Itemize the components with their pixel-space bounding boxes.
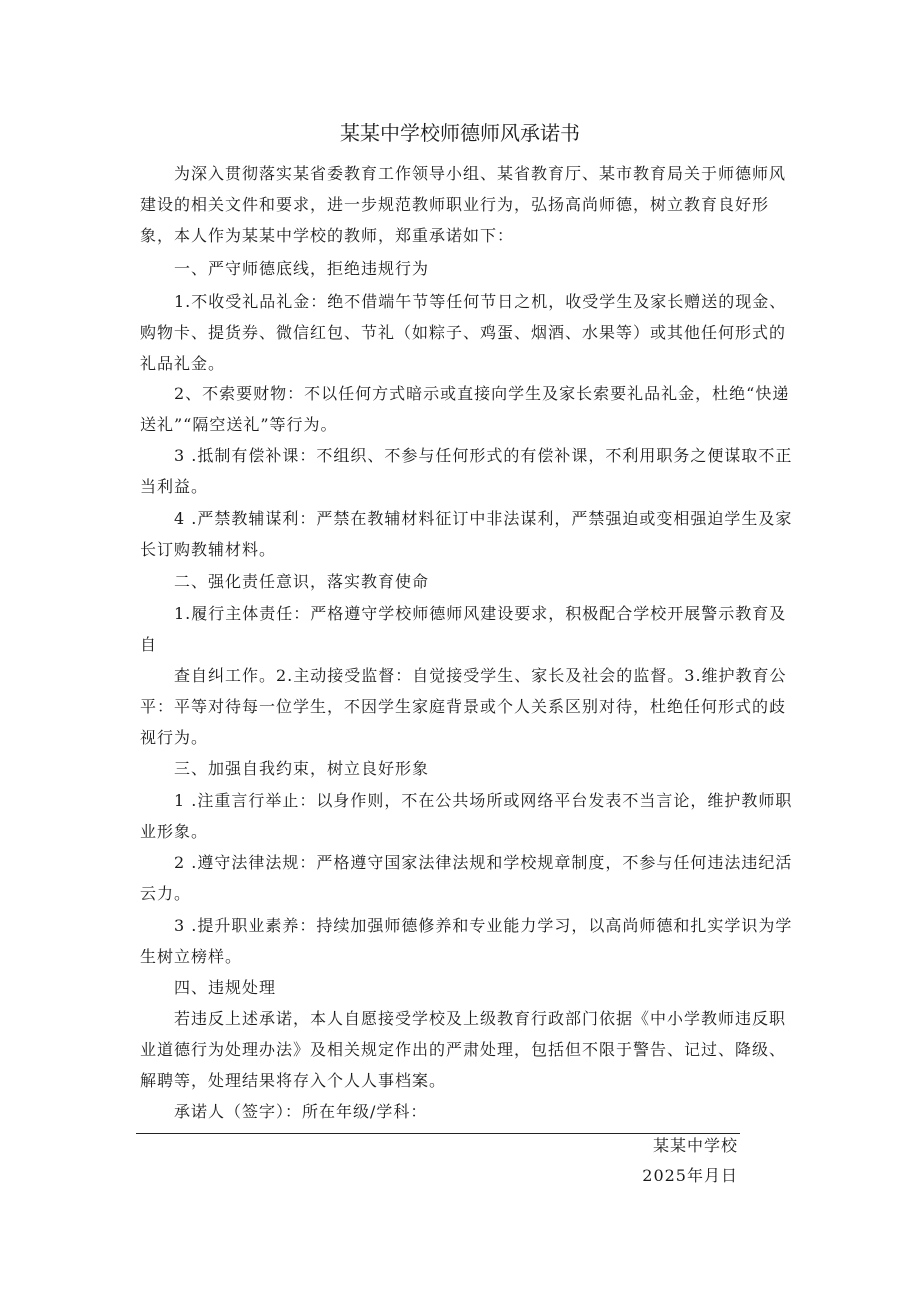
section-item: 1.不收受礼品礼金：绝不借端午节等任何节日之机，收受学生及家长赠送的现金、购物卡、提货券、微信红包、节礼（如粽子、鸡蛋、烟酒、水果等）或其他任何形式的礼品礼金。	[140, 292, 787, 373]
section-item: 4 .严禁教辅谋利：严禁在教辅材料征订中非法谋利，严禁强迫或变相强迫学生及家长订购教辅材料。	[140, 509, 793, 559]
section-item: 1.履行主体责任：严格遵守学校师德师风建设要求，积极配合学校开展警示教育及自	[140, 604, 787, 654]
section-item: 3 .提升职业素养：持续加强师德修养和专业能力学习，以高尚师德和扎实学识为学生树立榜样。	[140, 916, 793, 966]
section-heading: 四、违规处理	[174, 978, 277, 997]
school-name: 某某中学校	[652, 1136, 738, 1155]
date-line: 2025年月日	[642, 1166, 738, 1185]
section-item: 2 .遵守法律法规：严格遵守国家法律法规和学校规章制度，不参与任何违法违纪活云力。	[140, 853, 793, 903]
section-item: 查自纠工作。2.主动接受监督：自觉接受学生、家长及社会的监督。3.维护教育公平：平等对待每一位学生，不因学生家庭背景或个人关系区别对待，杜绝任何形式的歧视行为。	[140, 666, 787, 747]
section-item: 2、不索要财物：不以任何方式暗示或直接向学生及家长索要礼品礼金，杜绝“快递送礼”“隔空送礼”等行为。	[140, 384, 790, 434]
section-item: 3 .抵制有偿补课：不组织、不参与任何形式的有偿补课，不利用职务之便谋取不正当利益。	[140, 446, 793, 496]
intro-paragraph: 为深入贯彻落实某省委教育工作领导小组、某省教育厅、某市教育局关于师德师风建设的相关文件和要求，进一步规范教师职业行为，弘扬高尚师德，树立教育良好形象，本人作为某某中学校的教师，郑重承诺如下：	[140, 164, 787, 245]
document-title: 某某中学校师德师风承诺书	[340, 121, 580, 145]
section-heading: 二、强化责任意识，落实教育使命	[174, 572, 430, 591]
section-item: 1 .注重言行举止：以身作则，不在公共场所或网络平台发表不当言论，维护教师职业形象。	[140, 791, 793, 841]
signature-field-label: 承诺人（签字）：所在年级/学科：	[174, 1102, 428, 1121]
section-item: 若违反上述承诺，本人自愿接受学校及上级教育行政部门依据《中小学教师违反职业道德行为处理办法》及相关规定作出的严肃处理，包括但不限于警告、记过、降级、解聘等，处理结果将存入个人人事档案。	[140, 1009, 787, 1090]
section-heading: 三、加强自我约束，树立良好形象	[174, 759, 430, 778]
section-heading: 一、严守师德底线，拒绝违规行为	[174, 259, 430, 278]
